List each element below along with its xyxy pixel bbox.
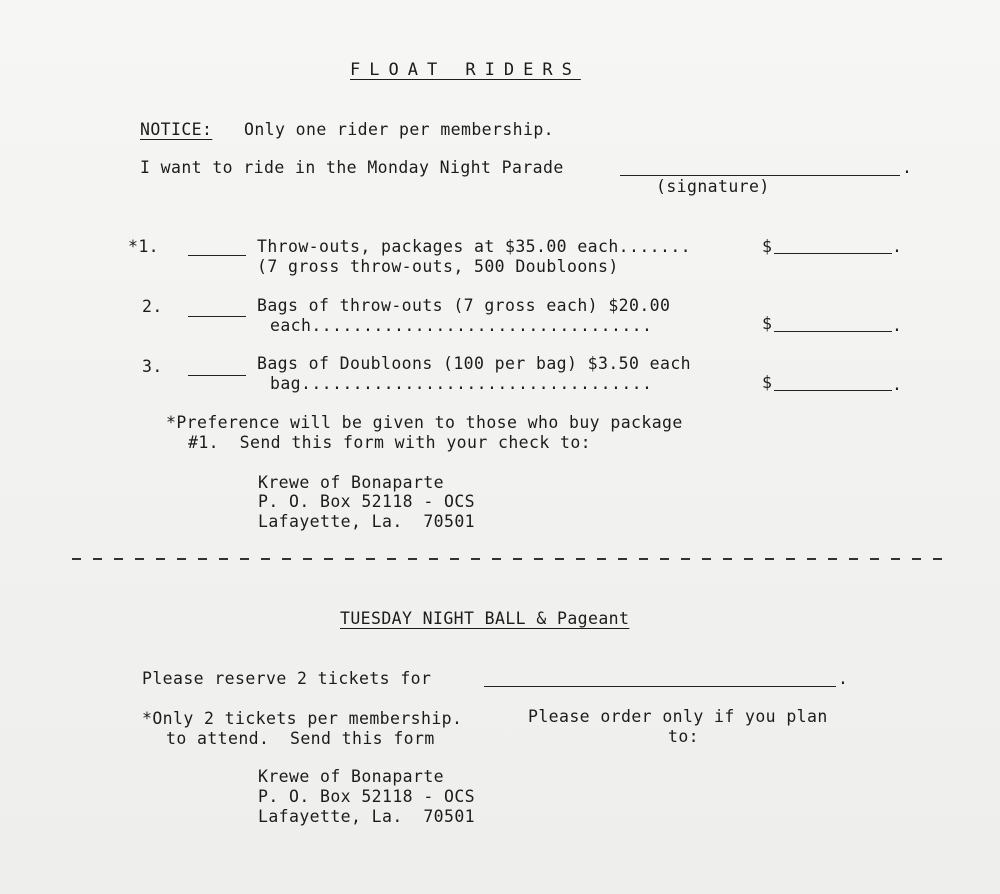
- item-3-number: 3.: [142, 357, 163, 376]
- reserve-name-line[interactable]: [484, 686, 836, 687]
- notice-label: NOTICE:: [140, 120, 213, 139]
- item-1-quantity-blank[interactable]: [188, 255, 246, 256]
- item-1-dollar: $: [762, 237, 773, 256]
- only-tickets-line2a: to attend. Send this form: [166, 729, 435, 748]
- ball-address-line3: Lafayette, La. 70501: [258, 807, 476, 826]
- item-3-period: .: [892, 375, 903, 394]
- float-address-line3: Lafayette, La. 70501: [258, 512, 476, 531]
- item-2-quantity-blank[interactable]: [188, 316, 246, 317]
- item-1-period: .: [892, 237, 903, 256]
- item-2-line1: Bags of throw-outs (7 gross each) $20.00: [257, 296, 671, 315]
- item-1-number: *1.: [128, 237, 160, 256]
- preference-line2: #1. Send this form with your check to:: [188, 433, 592, 452]
- float-address-line2: P. O. Box 52118 - OCS: [258, 492, 476, 511]
- only-tickets-line1b: Please order only if you plan: [528, 707, 828, 726]
- item-2-line2: each.................................: [270, 316, 653, 335]
- only-tickets-line2b: to:: [668, 727, 700, 746]
- notice-text: Only one rider per membership.: [244, 120, 555, 139]
- item-2-period: .: [892, 316, 903, 335]
- item-1-line1: Throw-outs, packages at $35.00 each.......: [257, 237, 692, 256]
- signature-period: .: [902, 158, 913, 177]
- item-2-dollar: $: [762, 314, 773, 333]
- parade-text: I want to ride in the Monday Night Parade: [140, 158, 564, 177]
- signature-line[interactable]: [620, 175, 900, 176]
- only-tickets-line1a: *Only 2 tickets per membership.: [142, 709, 463, 728]
- signature-label: (signature): [656, 177, 770, 196]
- item-2-amount-blank[interactable]: [774, 331, 892, 332]
- item-3-amount-blank[interactable]: [774, 390, 892, 391]
- item-3-line1: Bags of Doubloons (100 per bag) $3.50 each: [257, 354, 692, 373]
- preference-line1: *Preference will be given to those who buy package: [166, 413, 683, 432]
- ball-address-line2: P. O. Box 52118 - OCS: [258, 787, 476, 806]
- cut-line-divider: [72, 558, 952, 560]
- float-riders-title: FLOAT RIDERS: [350, 60, 581, 80]
- item-1-amount-blank[interactable]: [774, 253, 892, 254]
- ball-address-line1: Krewe of Bonaparte: [258, 767, 445, 786]
- item-3-dollar: $: [762, 373, 773, 392]
- ball-title: TUESDAY NIGHT BALL & Pageant: [340, 609, 630, 628]
- item-1-line2: (7 gross throw-outs, 500 Doubloons): [257, 257, 619, 276]
- item-3-line2: bag..................................: [270, 374, 653, 393]
- item-2-number: 2.: [142, 297, 163, 316]
- reserve-period: .: [838, 669, 849, 688]
- item-3-quantity-blank[interactable]: [188, 375, 246, 376]
- reserve-text: Please reserve 2 tickets for: [142, 669, 432, 688]
- float-address-line1: Krewe of Bonaparte: [258, 473, 445, 492]
